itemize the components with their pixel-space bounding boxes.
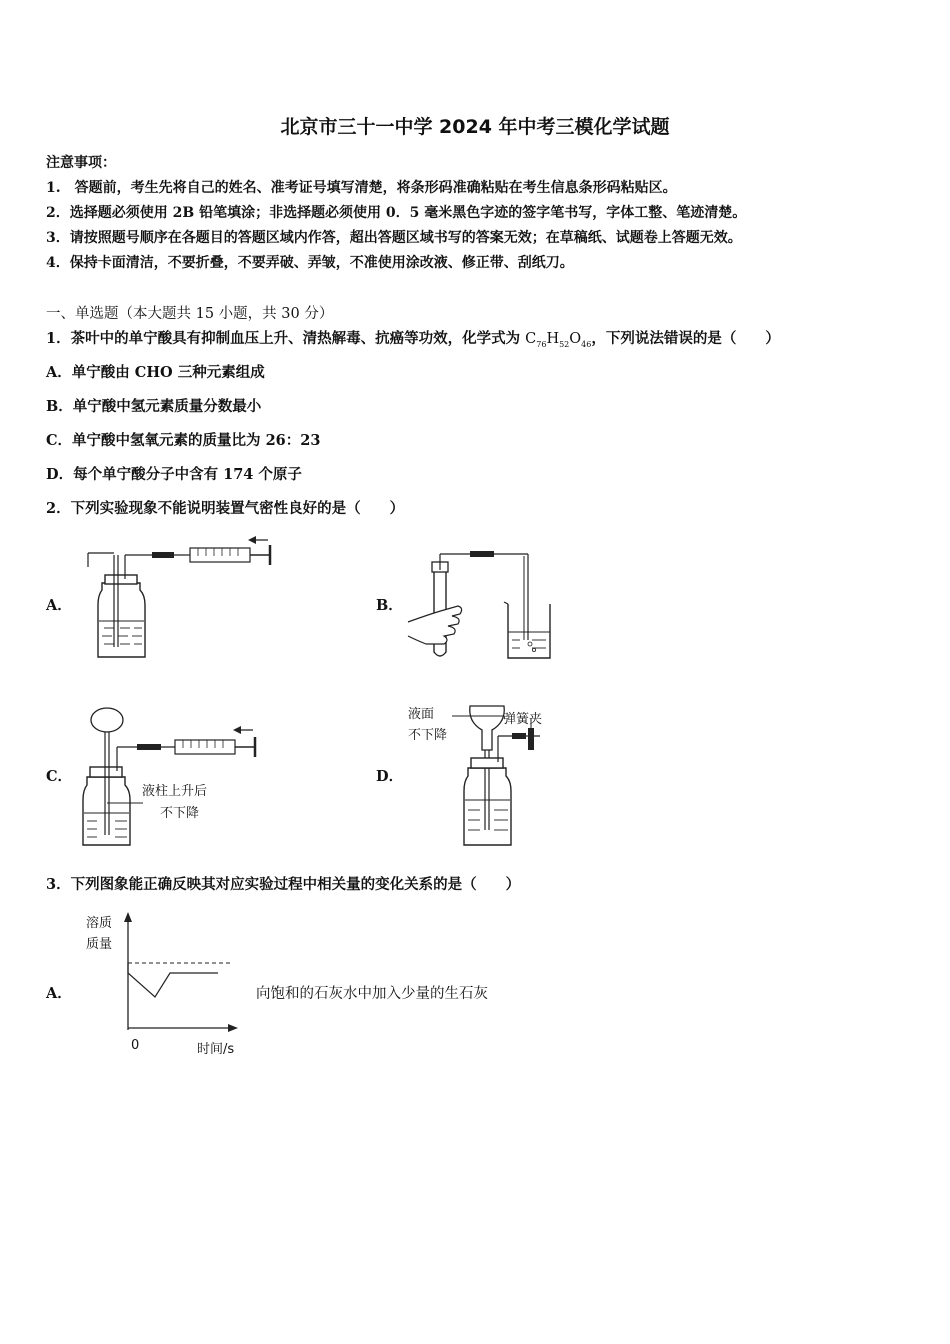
question-1-option-c: C．单宁酸中氢氧元素的质量比为 26：23 (46, 432, 321, 449)
note-item-1: 1. 答题前，考生先将自己的姓名、准考证号填写清楚，将条形码准确粘贴在考生信息条形码粘贴区。 (46, 180, 677, 196)
note-item-2: 2．选择题必须使用 2B 铅笔填涂；非选择题必须使用 0．5 毫米黑色字迹的签字笔书写，字体工整、笔迹清楚。 (46, 205, 747, 221)
question-1-option-a: A．单宁酸由 CHO 三种元素组成 (46, 364, 265, 381)
question-2-stem: 2．下列实验现象不能说明装置气密性良好的是（ ） (46, 500, 405, 517)
q2-apparatus-b (400, 540, 560, 665)
q2-c-note-line2: 不下降 (160, 806, 200, 821)
q3-x-origin: 0 (131, 1038, 140, 1053)
q2-option-d-label: D． (376, 768, 404, 785)
question-1-option-d: D．每个单宁酸分子中含有 174 个原子 (46, 466, 302, 483)
formula: $C_{76}H_{52}O_{46}$ (525, 331, 592, 349)
question-3-stem: 3．下列图象能正确反映其对应实验过程中相关量的变化关系的是（ ） (46, 876, 521, 893)
q2-apparatus-a (80, 535, 290, 665)
q3-option-a-description: 向饱和的石灰水中加入少量的生石灰 (256, 986, 488, 1002)
q3-graph-a (110, 910, 250, 1035)
note-item-3: 3．请按照题号顺序在各题目的答题区域内作答，超出答题区域书写的答案无效；在草稿纸、试题卷上答题无效。 (46, 230, 742, 246)
notes-heading: 注意事项： (46, 155, 116, 171)
q3-option-a-label: A． (46, 985, 72, 1002)
q2-option-b-label: B． (376, 597, 403, 614)
q2-c-note-line1: 液柱上升后 (142, 784, 208, 799)
section-heading: 一、单选题（本大题共 15 小题，共 30 分） (46, 306, 334, 322)
q2-option-c-label: C． (46, 768, 73, 785)
q3-y-label-line2: 质量 (86, 937, 113, 952)
q3-y-label-line1: 溶质 (86, 916, 113, 931)
question-1-option-b: B．单宁酸中氢元素质量分数最小 (46, 398, 262, 415)
q2-d-note-line1: 液面 (408, 707, 435, 722)
q2-apparatus-c (75, 705, 275, 850)
q2-d-clamp-label: 弹簧夹 (503, 712, 543, 727)
q2-option-a-label: A． (46, 597, 72, 614)
page-title: 北京市三十一中学 2024 年中考三模化学试题 (280, 116, 670, 138)
note-item-4: 4．保持卡面清洁，不要折叠，不要弄破、弄皱，不准使用涂改液、修正带、刮纸刀。 (46, 255, 574, 271)
q2-d-note-line2: 不下降 (408, 728, 448, 743)
solute-mass-curve (128, 963, 218, 997)
q3-x-label: 时间/s (197, 1042, 235, 1057)
question-1-stem: 1．茶叶中的单宁酸具有抑制血压上升、清热解毒、抗癌等功效，化学式为 $C_{76}H_{52}O_{46}$，下列说法错误的是（ ） (46, 330, 780, 349)
